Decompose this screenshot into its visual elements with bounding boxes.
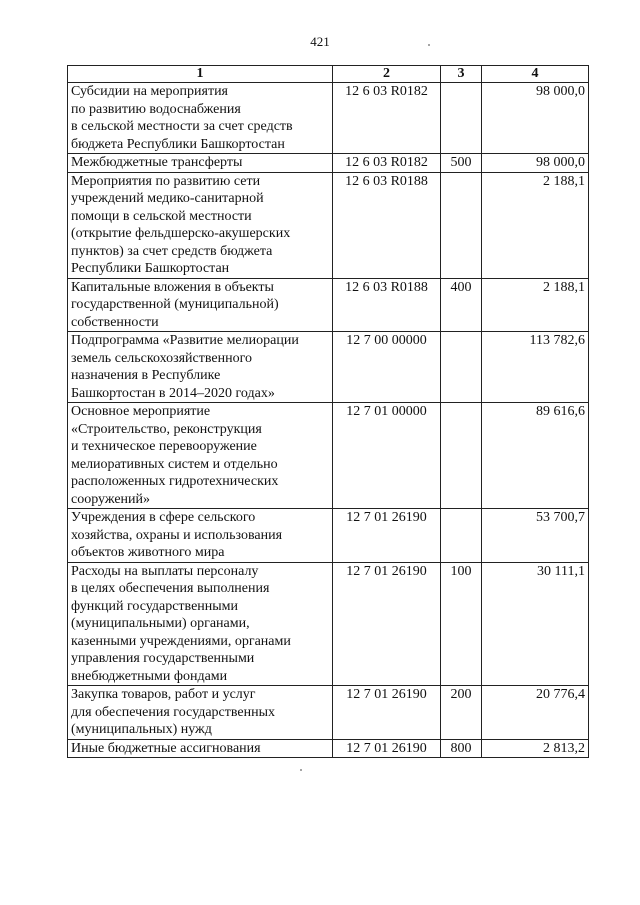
row-name-cell: Расходы на выплаты персоналу в целях обеспечения выполнения функций государственными (муниципальными) органами, казенными учреждениями, органами управления государственными внебюджетными фондами: [68, 562, 333, 686]
row-type-cell: 500: [441, 154, 482, 173]
table-body: [68, 83, 589, 758]
row-code-cell: 12 7 01 26190: [333, 739, 441, 758]
table-row: [68, 154, 589, 173]
table-row: [68, 172, 589, 278]
table-row: [68, 562, 589, 686]
row-code-cell: 12 6 03 R0182: [333, 154, 441, 173]
row-type-cell: [441, 509, 482, 563]
column-header: 3: [441, 66, 482, 83]
row-amount-cell: 2 813,2: [482, 739, 589, 758]
row-amount-cell: 98 000,0: [482, 83, 589, 154]
row-code-cell: 12 7 01 26190: [333, 509, 441, 563]
row-code-cell: 12 6 03 R0188: [333, 278, 441, 332]
row-name-cell: Капитальные вложения в объекты государственной (муниципальной) собственности: [68, 278, 333, 332]
row-code-cell: 12 6 03 R0188: [333, 172, 441, 278]
row-name-cell: Межбюджетные трансферты: [68, 154, 333, 173]
row-name-cell: Субсидии на мероприятия по развитию водоснабжения в сельской местности за счет средств бюджета Республики Башкортостан: [68, 83, 333, 154]
row-amount-cell: 89 616,6: [482, 403, 589, 509]
row-amount-cell: 98 000,0: [482, 154, 589, 173]
row-type-cell: [441, 332, 482, 403]
row-name-cell: Подпрограмма «Развитие мелиорации земель сельскохозяйственного назначения в Республике Башкортостан в 2014–2020 годах»: [68, 332, 333, 403]
row-amount-cell: 30 111,1: [482, 562, 589, 686]
table-row: [68, 332, 589, 403]
table-row: [68, 509, 589, 563]
page-number: 421: [310, 34, 330, 49]
row-amount-cell: 20 776,4: [482, 686, 589, 740]
row-type-cell: 200: [441, 686, 482, 740]
row-amount-cell: 2 188,1: [482, 172, 589, 278]
row-amount-cell: 113 782,6: [482, 332, 589, 403]
row-code-cell: 12 7 01 26190: [333, 562, 441, 686]
row-amount-cell: 2 188,1: [482, 278, 589, 332]
row-code-cell: 12 7 01 00000: [333, 403, 441, 509]
row-type-cell: 400: [441, 278, 482, 332]
table-row: [68, 686, 589, 740]
column-header: 4: [482, 66, 589, 83]
row-type-cell: 100: [441, 562, 482, 686]
budget-table: [67, 65, 589, 758]
row-name-cell: Учреждения в сфере сельского хозяйства, охраны и использования объектов животного мира: [68, 509, 333, 563]
row-name-cell: Основное мероприятие «Строительство, реконструкция и техническое перевооружение мелиоративных систем и отдельно расположенных гидротехнических сооружений»: [68, 403, 333, 509]
row-code-cell: 12 6 03 R0182: [333, 83, 441, 154]
row-name-cell: Иные бюджетные ассигнования: [68, 739, 333, 758]
row-type-cell: 800: [441, 739, 482, 758]
row-type-cell: [441, 172, 482, 278]
row-name-cell: Мероприятия по развитию сети учреждений медико-санитарной помощи в сельской местности (открытие фельдшерско-акушерских пунктов) за счет средств бюджета Республики Башкортостан: [68, 172, 333, 278]
scan-speck: [428, 44, 430, 46]
row-type-cell: [441, 403, 482, 509]
column-header: 1: [68, 66, 333, 83]
row-amount-cell: 53 700,7: [482, 509, 589, 563]
row-code-cell: 12 7 00 00000: [333, 332, 441, 403]
table-row: [68, 739, 589, 758]
table-row: [68, 278, 589, 332]
table-row: [68, 403, 589, 509]
scan-speck: [300, 769, 302, 771]
row-name-cell: Закупка товаров, работ и услуг для обеспечения государственных (муниципальных) нужд: [68, 686, 333, 740]
row-code-cell: 12 7 01 26190: [333, 686, 441, 740]
table-header-row: [68, 66, 589, 83]
row-type-cell: [441, 83, 482, 154]
column-header: 2: [333, 66, 441, 83]
table-row: [68, 83, 589, 154]
